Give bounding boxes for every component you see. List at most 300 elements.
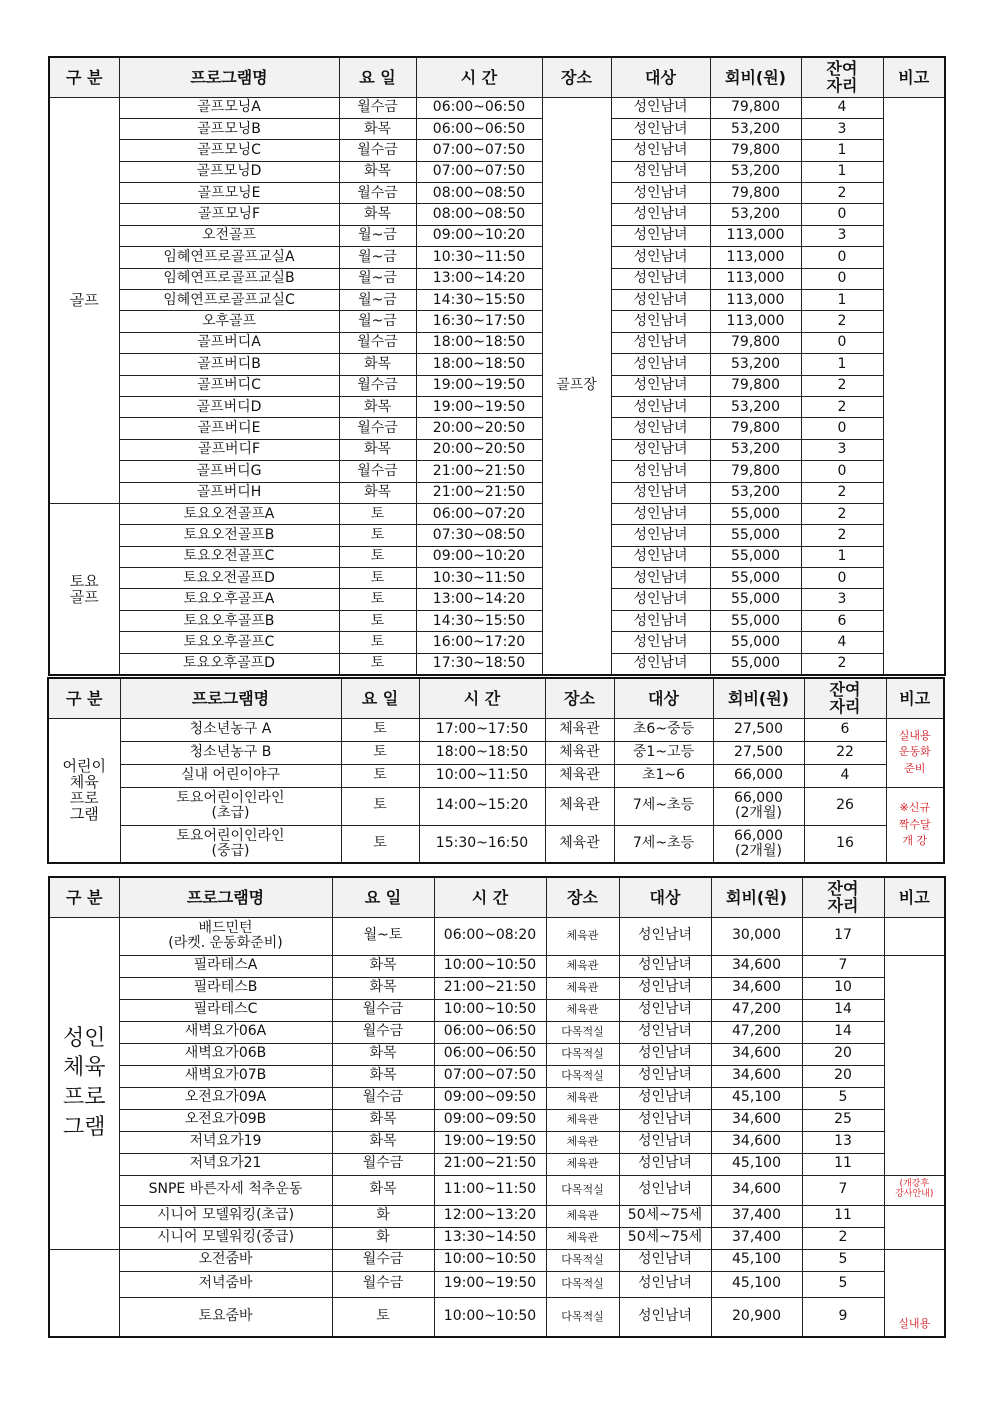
table-row (49, 999, 945, 1021)
remaining-seats-cell: 0 (801, 332, 883, 353)
target-cell: 성인남녀 (619, 1109, 711, 1131)
remaining-seats-cell: 6 (804, 718, 886, 741)
time-cell: 07:00~07:50 (416, 161, 542, 182)
table-row (49, 140, 945, 161)
fee-cell: 55,000 (710, 589, 801, 610)
note-cell (884, 1205, 945, 1249)
fee-cell: 53,200 (710, 118, 801, 139)
table-row (49, 1205, 945, 1227)
table-row (49, 1131, 945, 1153)
program-name-cell: 시니어 모델워킹(중급) (119, 1227, 332, 1249)
program-name-cell: 골프버디F (119, 439, 339, 460)
day-cell: 토 (339, 503, 416, 524)
remaining-seats-cell: 0 (801, 268, 883, 289)
target-cell: 성인남녀 (611, 439, 710, 460)
table-row (49, 247, 945, 268)
day-cell: 월수금 (332, 999, 434, 1021)
program-name-cell: SNPE 바른자세 척추운동 (119, 1175, 332, 1205)
fee-cell: 53,200 (710, 482, 801, 503)
time-cell: 10:00~10:50 (434, 1297, 546, 1337)
table-row (49, 396, 945, 417)
day-cell: 월~금 (339, 311, 416, 332)
place-cell: 다목적실 (546, 1297, 619, 1337)
day-cell: 화 (332, 1205, 434, 1227)
table-row (49, 653, 945, 674)
header-row (49, 57, 945, 97)
day-cell: 화 (332, 1227, 434, 1249)
target-cell: 성인남녀 (611, 247, 710, 268)
time-cell: 19:00~19:50 (434, 1131, 546, 1153)
fee-cell: 66,000 (2개월) (713, 787, 804, 825)
day-cell: 화목 (332, 1109, 434, 1131)
time-cell: 19:00~19:50 (416, 375, 542, 396)
program-name-cell: 실내 어린이야구 (120, 764, 341, 787)
time-cell: 06:00~06:50 (434, 1043, 546, 1065)
table-row (49, 97, 945, 118)
time-cell: 09:00~10:20 (416, 546, 542, 567)
day-header: 요 일 (339, 57, 416, 97)
time-cell: 06:00~06:50 (416, 97, 542, 118)
time-cell: 10:00~10:50 (434, 999, 546, 1021)
target-header: 대상 (611, 57, 710, 97)
time-cell: 08:00~08:50 (416, 183, 542, 204)
day-cell: 토 (339, 546, 416, 567)
target-cell: 성인남녀 (611, 290, 710, 311)
remaining-seats-cell: 11 (802, 1205, 884, 1227)
target-cell: 성인남녀 (611, 354, 710, 375)
place-cell: 체육관 (546, 999, 619, 1021)
program-name-cell: 임혜연프로골프교실C (119, 290, 339, 311)
target-cell: 초1~6 (614, 764, 713, 787)
time-cell: 06:00~07:20 (416, 503, 542, 524)
remaining-seats-cell: 2 (801, 482, 883, 503)
time-cell: 18:00~18:50 (416, 354, 542, 375)
time-cell: 14:30~15:50 (416, 290, 542, 311)
time-cell: 10:00~11:50 (419, 764, 545, 787)
program-name-cell: 시니어 모델워킹(초급) (119, 1205, 332, 1227)
fee-cell: 47,200 (711, 1021, 802, 1043)
fee-cell: 45,100 (711, 1153, 802, 1175)
day-cell: 토 (339, 525, 416, 546)
header-row (49, 877, 945, 917)
program-name-cell: 골프모닝D (119, 161, 339, 182)
place-cell: 다목적실 (546, 1021, 619, 1043)
fee-cell: 53,200 (710, 204, 801, 225)
table-row (49, 977, 945, 999)
table-row (49, 1153, 945, 1175)
fee-cell: 55,000 (710, 632, 801, 653)
table-row (49, 461, 945, 482)
place-cell: 체육관 (546, 1153, 619, 1175)
remaining-seats-cell: 26 (804, 787, 886, 825)
program-name-cell: 저녁요가21 (119, 1153, 332, 1175)
remaining-seats-cell: 5 (802, 1271, 884, 1297)
note-cell: (개강후 강사안내) (884, 1175, 945, 1205)
table-row (49, 955, 945, 977)
table-row (49, 1087, 945, 1109)
table-row (49, 589, 945, 610)
time-cell: 18:00~18:50 (416, 332, 542, 353)
day-cell: 토 (341, 764, 419, 787)
target-cell: 7세~초등 (614, 787, 713, 825)
time-cell: 09:00~09:50 (434, 1087, 546, 1109)
remaining-seats-cell: 7 (802, 1175, 884, 1205)
fee-cell: 55,000 (710, 653, 801, 674)
table-row (49, 525, 945, 546)
place-cell: 체육관 (546, 1227, 619, 1249)
table-row (49, 268, 945, 289)
remaining-seats-cell: 11 (802, 1153, 884, 1175)
table-row (49, 1249, 945, 1271)
place-cell: 다목적실 (546, 1271, 619, 1297)
program-name-cell: 토요오전골프B (119, 525, 339, 546)
program-name-cell: 토요오후골프A (119, 589, 339, 610)
program-name-cell: 필라테스C (119, 999, 332, 1021)
program-name-cell: 오후골프 (119, 311, 339, 332)
day-cell: 월~토 (332, 917, 434, 955)
note-cell (884, 955, 945, 1175)
target-cell: 성인남녀 (611, 97, 710, 118)
time-cell: 13:00~14:20 (416, 589, 542, 610)
day-cell: 화목 (332, 955, 434, 977)
time-cell: 21:00~21:50 (434, 1153, 546, 1175)
remaining-seats-cell: 5 (802, 1249, 884, 1271)
note-header: 비고 (884, 877, 945, 917)
remaining-seats-header: 잔여 자리 (804, 678, 886, 718)
program-name-cell: 청소년농구 B (120, 741, 341, 764)
target-header: 대상 (614, 678, 713, 718)
program-name-cell: 저녁요가19 (119, 1131, 332, 1153)
table-row (49, 290, 945, 311)
day-cell: 토 (339, 589, 416, 610)
day-cell: 월~금 (339, 290, 416, 311)
day-cell: 토 (339, 653, 416, 674)
day-cell: 월수금 (339, 183, 416, 204)
day-cell: 월수금 (332, 1153, 434, 1175)
remaining-seats-cell: 4 (804, 764, 886, 787)
time-cell: 10:30~11:50 (416, 568, 542, 589)
place-cell: 체육관 (545, 718, 614, 741)
table-row (49, 1227, 945, 1249)
fee-header: 회비(원) (711, 877, 802, 917)
program-name-cell: 토요오후골프D (119, 653, 339, 674)
program-name-cell: 임혜연프로골프교실A (119, 247, 339, 268)
remaining-seats-cell: 17 (802, 917, 884, 955)
remaining-seats-cell: 2 (801, 183, 883, 204)
target-cell: 성인남녀 (619, 1271, 711, 1297)
day-cell: 월~금 (339, 268, 416, 289)
program-name-cell: 골프모닝B (119, 118, 339, 139)
table-row (49, 1021, 945, 1043)
target-cell: 성인남녀 (611, 161, 710, 182)
remaining-seats-cell: 2 (802, 1227, 884, 1249)
remaining-seats-cell: 14 (802, 999, 884, 1021)
fee-cell: 79,800 (710, 418, 801, 439)
time-cell: 21:00~21:50 (416, 482, 542, 503)
remaining-seats-cell: 1 (801, 140, 883, 161)
time-cell: 14:30~15:50 (416, 610, 542, 631)
table-row (48, 764, 944, 787)
day-cell: 화목 (339, 482, 416, 503)
day-cell: 월수금 (339, 332, 416, 353)
target-header: 대상 (619, 877, 711, 917)
program-name-cell: 새벽요가07B (119, 1065, 332, 1087)
remaining-seats-cell: 2 (801, 375, 883, 396)
program-name-cell: 토요오전골프D (119, 568, 339, 589)
fee-cell: 34,600 (711, 955, 802, 977)
golf-table (48, 56, 946, 676)
target-cell: 성인남녀 (619, 1249, 711, 1271)
day-cell: 화목 (339, 354, 416, 375)
fee-cell: 113,000 (710, 290, 801, 311)
place-header: 장소 (546, 877, 619, 917)
time-cell: 06:00~08:20 (434, 917, 546, 955)
target-cell: 성인남녀 (619, 1131, 711, 1153)
fee-cell: 113,000 (710, 225, 801, 246)
program-name-cell: 필라테스B (119, 977, 332, 999)
time-cell: 13:30~14:50 (434, 1227, 546, 1249)
day-cell: 월~금 (339, 225, 416, 246)
place-header: 장소 (545, 678, 614, 718)
target-cell: 성인남녀 (619, 1043, 711, 1065)
place-cell: 다목적실 (546, 1065, 619, 1087)
program-name-cell: 골프모닝E (119, 183, 339, 204)
target-cell: 성인남녀 (611, 311, 710, 332)
day-cell: 월수금 (339, 97, 416, 118)
table-row (49, 568, 945, 589)
day-cell: 화목 (339, 396, 416, 417)
time-cell: 07:30~08:50 (416, 525, 542, 546)
day-cell: 월수금 (332, 1087, 434, 1109)
target-cell: 성인남녀 (619, 955, 711, 977)
target-cell: 성인남녀 (619, 1153, 711, 1175)
fee-cell: 37,400 (711, 1205, 802, 1227)
program-name-cell: 저녁줌바 (119, 1271, 332, 1297)
program-name-cell: 골프버디H (119, 482, 339, 503)
table-row (49, 632, 945, 653)
fee-cell: 79,800 (710, 332, 801, 353)
fee-cell: 53,200 (710, 161, 801, 182)
target-cell: 50세~75세 (619, 1227, 711, 1249)
table-row (49, 332, 945, 353)
table-row (49, 183, 945, 204)
program-name-cell: 배드민턴 (라켓. 운동화준비) (119, 917, 332, 955)
target-cell: 성인남녀 (611, 610, 710, 631)
time-cell: 06:00~06:50 (434, 1021, 546, 1043)
target-cell: 성인남녀 (611, 183, 710, 204)
time-cell: 21:00~21:50 (434, 977, 546, 999)
remaining-seats-cell: 20 (802, 1065, 884, 1087)
time-cell: 10:30~11:50 (416, 247, 542, 268)
target-cell: 성인남녀 (619, 999, 711, 1021)
fee-cell: 34,600 (711, 1175, 802, 1205)
time-cell: 21:00~21:50 (416, 461, 542, 482)
day-cell: 토 (341, 741, 419, 764)
table-row (49, 161, 945, 182)
table-row (49, 354, 945, 375)
table-row (49, 439, 945, 460)
note-header: 비고 (886, 678, 944, 718)
program-name-cell: 골프버디C (119, 375, 339, 396)
fee-cell: 27,500 (713, 741, 804, 764)
time-cell: 11:00~11:50 (434, 1175, 546, 1205)
target-cell: 중1~고등 (614, 741, 713, 764)
target-cell: 성인남녀 (611, 204, 710, 225)
fee-cell: 55,000 (710, 503, 801, 524)
adult-program-table (48, 876, 946, 1338)
category-cell (49, 1249, 119, 1337)
time-cell: 14:00~15:20 (419, 787, 545, 825)
remaining-seats-cell: 9 (802, 1297, 884, 1337)
place-cell: 체육관 (545, 764, 614, 787)
remaining-seats-cell: 1 (801, 354, 883, 375)
remaining-seats-cell: 6 (801, 610, 883, 631)
day-cell: 월~금 (339, 247, 416, 268)
note-cell (884, 917, 945, 955)
fee-cell: 79,800 (710, 183, 801, 204)
day-cell: 토 (341, 825, 419, 863)
remaining-seats-cell: 0 (801, 247, 883, 268)
category-cell: 성인 체육 프로 그램 (49, 917, 119, 1249)
day-cell: 월수금 (339, 375, 416, 396)
fee-cell: 53,200 (710, 439, 801, 460)
place-cell: 골프장 (542, 97, 611, 675)
fee-cell: 79,800 (710, 375, 801, 396)
day-cell: 화목 (339, 439, 416, 460)
fee-cell: 55,000 (710, 546, 801, 567)
time-cell: 10:00~10:50 (434, 955, 546, 977)
program-name-cell: 필라테스A (119, 955, 332, 977)
target-cell: 성인남녀 (611, 653, 710, 674)
program-name-cell: 토요오전골프A (119, 503, 339, 524)
time-cell: 17:00~17:50 (419, 718, 545, 741)
program-name-cell: 골프버디G (119, 461, 339, 482)
fee-cell: 47,200 (711, 999, 802, 1021)
remaining-seats-cell: 4 (801, 97, 883, 118)
fee-cell: 66,000 (713, 764, 804, 787)
table-row (48, 718, 944, 741)
program-name-cell: 오전요가09A (119, 1087, 332, 1109)
time-cell: 07:00~07:50 (416, 140, 542, 161)
time-cell: 13:00~14:20 (416, 268, 542, 289)
table-row (49, 418, 945, 439)
time-cell: 15:30~16:50 (419, 825, 545, 863)
target-cell: 성인남녀 (611, 418, 710, 439)
day-cell: 월수금 (339, 140, 416, 161)
program-name-cell: 골프모닝C (119, 140, 339, 161)
time-header: 시 간 (434, 877, 546, 917)
children-program-table (47, 677, 945, 864)
target-cell: 성인남녀 (619, 1297, 711, 1337)
fee-cell: 113,000 (710, 268, 801, 289)
time-cell: 09:00~09:50 (434, 1109, 546, 1131)
day-cell: 화목 (332, 1131, 434, 1153)
program-name-cell: 새벽요가06B (119, 1043, 332, 1065)
program-name-cell: 토요오후골프B (119, 610, 339, 631)
place-cell: 다목적실 (546, 1175, 619, 1205)
table-row (49, 1043, 945, 1065)
note-cell: 실내용 운동화 준비 (886, 718, 944, 787)
program-name-cell: 토요오전골프C (119, 546, 339, 567)
place-cell: 체육관 (546, 977, 619, 999)
table-row (49, 917, 945, 955)
table-row (49, 118, 945, 139)
program-name-cell: 토요어린이인라인 (초급) (120, 787, 341, 825)
remaining-seats-cell: 25 (802, 1109, 884, 1131)
remaining-seats-cell: 1 (801, 161, 883, 182)
program-name-cell: 토요어린이인라인 (중급) (120, 825, 341, 863)
table-row (48, 825, 944, 863)
program-name-cell: 골프버디A (119, 332, 339, 353)
place-cell: 체육관 (546, 1109, 619, 1131)
category-header: 구 분 (49, 57, 119, 97)
table-row (48, 787, 944, 825)
day-cell: 월수금 (332, 1271, 434, 1297)
day-cell: 토 (339, 568, 416, 589)
program-name-cell: 골프버디D (119, 396, 339, 417)
day-header: 요 일 (341, 678, 419, 718)
table-row (49, 610, 945, 631)
remaining-seats-cell: 5 (802, 1087, 884, 1109)
fee-cell: 34,600 (711, 1065, 802, 1087)
program-name-cell: 골프모닝F (119, 204, 339, 225)
note-cell: 실내용 (884, 1249, 945, 1337)
table-row (49, 546, 945, 567)
day-cell: 토 (341, 787, 419, 825)
note-cell: ※신규 짝수달 개 강 (886, 787, 944, 863)
remaining-seats-cell: 0 (801, 461, 883, 482)
target-cell: 성인남녀 (611, 225, 710, 246)
remaining-seats-cell: 0 (801, 418, 883, 439)
place-cell: 체육관 (546, 1205, 619, 1227)
day-cell: 화목 (339, 118, 416, 139)
target-cell: 성인남녀 (619, 1087, 711, 1109)
remaining-seats-header: 잔여 자리 (802, 877, 884, 917)
header-row (48, 678, 944, 718)
day-cell: 화목 (332, 1043, 434, 1065)
remaining-seats-cell: 3 (801, 439, 883, 460)
time-cell: 10:00~10:50 (434, 1249, 546, 1271)
time-header: 시 간 (419, 678, 545, 718)
time-cell: 16:30~17:50 (416, 311, 542, 332)
place-cell: 체육관 (545, 825, 614, 863)
time-cell: 19:00~19:50 (416, 396, 542, 417)
target-cell: 성인남녀 (611, 632, 710, 653)
program-name-cell: 골프버디B (119, 354, 339, 375)
target-cell: 성인남녀 (611, 268, 710, 289)
target-cell: 50세~75세 (619, 1205, 711, 1227)
remaining-seats-header: 잔여 자리 (801, 57, 883, 97)
place-cell: 체육관 (546, 955, 619, 977)
program-name-cell: 토요오후골프C (119, 632, 339, 653)
remaining-seats-cell: 2 (801, 525, 883, 546)
program-name-cell: 새벽요가06A (119, 1021, 332, 1043)
place-cell: 체육관 (546, 1131, 619, 1153)
remaining-seats-cell: 3 (801, 589, 883, 610)
time-cell: 16:00~17:20 (416, 632, 542, 653)
fee-cell: 34,600 (711, 1109, 802, 1131)
table-row (49, 204, 945, 225)
target-cell: 성인남녀 (611, 525, 710, 546)
remaining-seats-cell: 2 (801, 396, 883, 417)
remaining-seats-cell: 13 (802, 1131, 884, 1153)
program-name-cell: 청소년농구 A (120, 718, 341, 741)
time-cell: 08:00~08:50 (416, 204, 542, 225)
program-name-cell: 오전요가09B (119, 1109, 332, 1131)
fee-cell: 30,000 (711, 917, 802, 955)
program-name-cell: 오전골프 (119, 225, 339, 246)
fee-cell: 34,600 (711, 1043, 802, 1065)
